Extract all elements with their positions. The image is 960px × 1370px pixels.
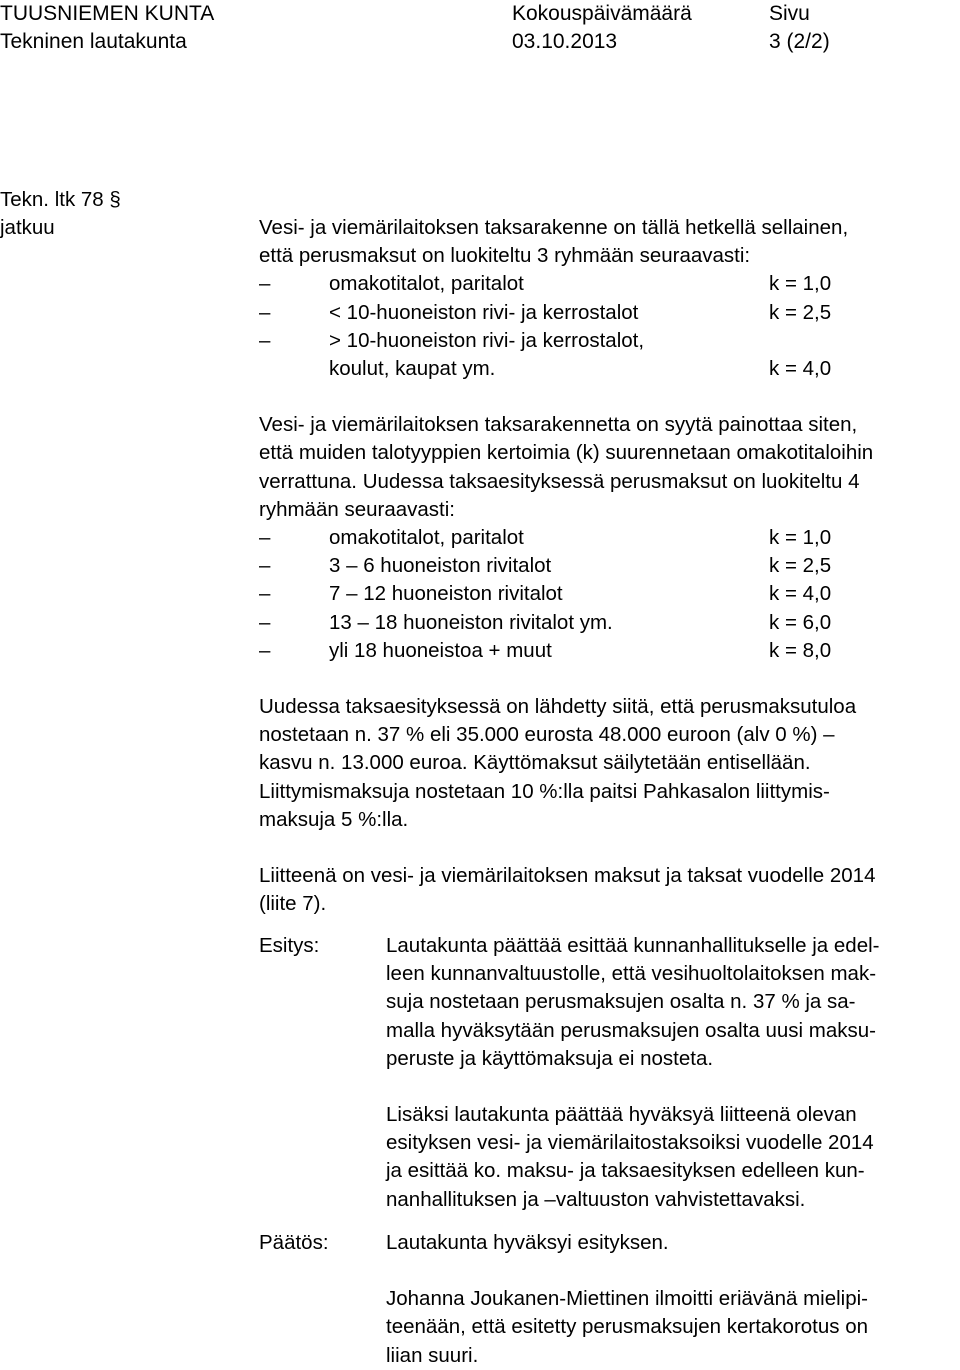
- text-line: ryhmään seuraavasti:: [259, 497, 455, 521]
- current-rate-list: [259, 270, 959, 383]
- text-line: ja esittää ko. maksu- ja taksaesityksen edelleen kun-: [386, 1159, 865, 1183]
- list-item-text: < 10-huoneiston rivi- ja kerrostalot: [329, 300, 639, 324]
- text-line: peruste ja käyttömaksuja ei nosteta.: [386, 1046, 714, 1070]
- dash-bullet: –: [259, 300, 271, 324]
- text-line: suja nostetaan perusmaksujen osalta n. 37 % ja sa-: [386, 990, 856, 1014]
- text-line: että perusmaksut on luokiteltu 3 ryhmään seuraavasti:: [259, 244, 751, 268]
- text-line: Johanna Joukanen-Miettinen ilmoitti eriävänä mielipi-: [386, 1287, 869, 1311]
- dash-bullet: –: [259, 610, 271, 634]
- text-line: Uudessa taksaesityksessä on lähdetty siitä, että perusmaksutuloa: [259, 694, 857, 718]
- list-item-text: omakotitalot, paritalot: [329, 272, 524, 296]
- paragraph-new-structure: [259, 411, 959, 524]
- coefficient: k = 4,0: [769, 582, 832, 606]
- dash-bullet: –: [259, 525, 271, 549]
- dash-bullet: –: [259, 582, 271, 606]
- list-item: [259, 552, 959, 580]
- text-line: teenään, että esitetty perusmaksujen kertakorotus on: [386, 1315, 869, 1339]
- paragraph-revenue: [259, 693, 959, 834]
- list-item-text: 13 – 18 huoneiston rivitalot ym.: [329, 610, 613, 634]
- text-line: Lisäksi lautakunta päättää hyväksyä liitteenä olevan: [386, 1103, 857, 1127]
- page-label: Sivu: [769, 2, 810, 25]
- coefficient: k = 2,5: [769, 300, 832, 324]
- text-line: nanhallituksen ja –valtuuston vahvistettavaksi.: [386, 1187, 806, 1211]
- text-line: malla hyväksytään perusmaksujen osalta uusi maksu-: [386, 1018, 876, 1042]
- coefficient: k = 2,5: [769, 554, 832, 578]
- list-item-text: koulut, kaupat ym.: [329, 356, 496, 380]
- dash-bullet: –: [259, 272, 271, 296]
- meeting-date: 03.10.2013: [512, 30, 618, 53]
- paragraph-current-structure: [259, 214, 959, 270]
- text-line: liian suuri.: [386, 1343, 479, 1367]
- decision-text: [386, 1229, 958, 1370]
- text-line: verrattuna. Uudessa taksaesityksessä perusmaksut on luokiteltu 4: [259, 469, 860, 493]
- section-continues: jatkuu: [0, 216, 55, 239]
- text-line: että muiden talotyyppien kertoimia (k) suurennetaan omakotitaloihin: [259, 441, 874, 465]
- proposal-label: Esitys:: [259, 934, 320, 957]
- decision-label: Päätös:: [259, 1231, 329, 1254]
- coefficient: k = 1,0: [769, 525, 832, 549]
- dash-bullet: –: [259, 554, 271, 578]
- municipality-name: TUUSNIEMEN KUNTA: [0, 2, 215, 25]
- text-line: Liittymismaksuja nostetaan 10 %:lla paitsi Pahkasalon liittymis-: [259, 779, 830, 803]
- coefficient: k = 1,0: [769, 272, 832, 296]
- list-item-text: 7 – 12 huoneiston rivitalot: [329, 582, 563, 606]
- coefficient: k = 4,0: [769, 356, 832, 380]
- list-item: [259, 327, 959, 355]
- text-line: Lautakunta päättää esittää kunnanhallitukselle ja edel-: [386, 934, 880, 957]
- coefficient: k = 8,0: [769, 638, 832, 662]
- list-item-text: > 10-huoneiston rivi- ja kerrostalot,: [329, 328, 645, 352]
- list-item: [259, 299, 959, 327]
- paragraph-attachment: [259, 862, 959, 918]
- text-line: (liite 7).: [259, 892, 327, 916]
- main-body: [259, 214, 959, 918]
- date-label: Kokouspäivämäärä: [512, 2, 692, 25]
- text-line: leen kunnanvaltuustolle, että vesihuoltolaitoksen mak-: [386, 962, 877, 986]
- list-item-text: yli 18 huoneistoa + muut: [329, 638, 552, 662]
- list-item: [259, 524, 959, 552]
- list-item: [259, 580, 959, 608]
- text-line: esityksen vesi- ja viemärilaitostaksoiksi vuodelle 2014: [386, 1131, 874, 1155]
- text-line: Vesi- ja viemärilaitoksen taksarakenne on tällä hetkellä sellainen,: [259, 216, 849, 239]
- text-line: nostetaan n. 37 % eli 35.000 eurosta 48.000 euroon (alv 0 %) –: [259, 723, 835, 747]
- text-line: maksuja 5 %:lla.: [259, 807, 409, 831]
- list-item-text: omakotitalot, paritalot: [329, 525, 524, 549]
- page-number: 3 (2/2): [769, 30, 830, 53]
- section-label: Tekn. ltk 78 §: [0, 188, 121, 211]
- text-line: Lautakunta hyväksyi esityksen.: [386, 1231, 669, 1254]
- text-line: kasvu n. 13.000 euroa. Käyttömaksut säilytetään entisellään.: [259, 751, 811, 775]
- new-rate-list: [259, 524, 959, 665]
- text-line: Vesi- ja viemärilaitoksen taksarakennetta on syytä painottaa siten,: [259, 413, 858, 437]
- proposal-text: [386, 932, 958, 1214]
- committee-name: Tekninen lautakunta: [0, 30, 187, 53]
- dash-bullet: –: [259, 638, 271, 662]
- list-item: [259, 637, 959, 665]
- list-item-text: 3 – 6 huoneiston rivitalot: [329, 554, 552, 578]
- dash-bullet: –: [259, 328, 271, 352]
- list-item: [259, 270, 959, 298]
- list-item: [259, 355, 959, 383]
- coefficient: k = 6,0: [769, 610, 832, 634]
- text-line: Liitteenä on vesi- ja viemärilaitoksen maksut ja taksat vuodelle 2014: [259, 863, 876, 887]
- list-item: [259, 609, 959, 637]
